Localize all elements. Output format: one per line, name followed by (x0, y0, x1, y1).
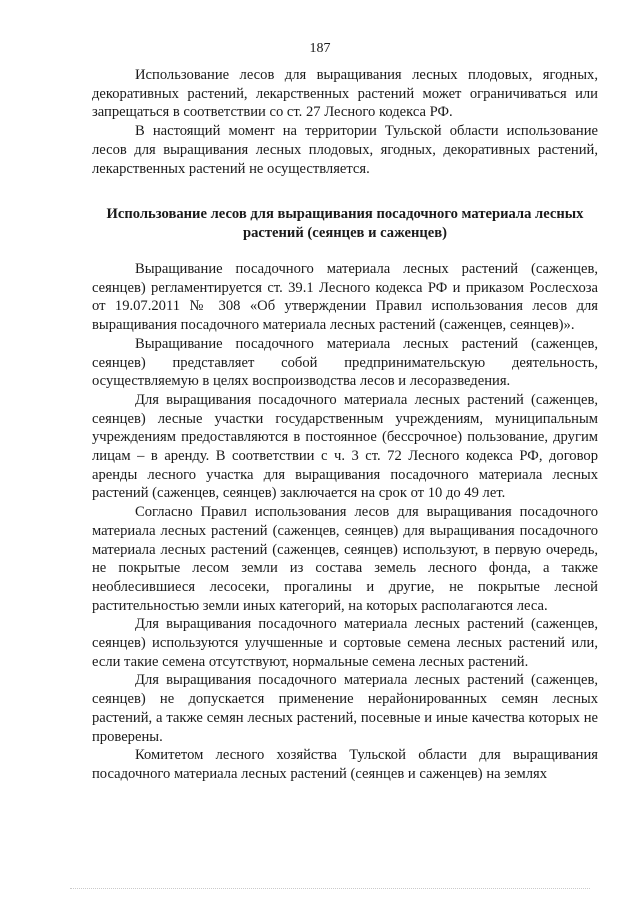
page-number: 187 (309, 41, 331, 56)
paragraph: В настоящий момент на территории Тульской области использование лесов для выращивания лесных плодовых, ягодных, декоративных растений, лекарственных растений не осуществляется. (92, 123, 598, 177)
scan-edge-marks (70, 888, 590, 893)
paragraph: Согласно Правил использования лесов для выращивания посадочного материала лесных растений (саженцев, сеянцев) для выращивания посадочного материала лесных растений (саженцев, сеянцев) используют, в первую очередь, не покрытые лесом земли из состава земель лесного фонда, а также необлесившиеся лесосеки, прогалины и другие, не покрытые лесной растительностью земли иных категорий, на которых располагаются леса. (92, 504, 598, 614)
paragraph: Для выращивания посадочного материала лесных растений (саженцев, сеянцев) не допускается применение нерайонированных семян лесных растений, а также семян лесных растений, посевные и иные качества которых не проверены. (92, 672, 598, 745)
paragraph: Комитетом лесного хозяйства Тульской области для выращивания посадочного материала лесных растений (сеянцев и саженцев) на землях (92, 747, 598, 782)
paragraph: Для выращивания посадочного материала лесных растений (саженцев, сеянцев) используются улучшенные и сортовые семена лесных растений или, если такие семена отсутствуют, нормальные семена лесных растений. (92, 616, 598, 670)
paragraph: Для выращивания посадочного материала лесных растений (саженцев, сеянцев) лесные участки государственным учреждениям, муниципальным учреждениям предоставляются в постоянное (бессрочное) пользование, другим лицам – в аренду. В соответствии с ч. 3 ст. 72 Лесного кодекса РФ, договор аренды лесного участка для выращивания посадочного материала лесных растений (саженцев, сеянцев) заключается на срок от 10 до 49 лет. (92, 391, 598, 502)
paragraph: Выращивание посадочного материала лесных растений (саженцев, сеянцев) регламентируется ст. 39.1 Лесного кодекса РФ и приказом Рослесхоза от 19.07.2011 № 308 «Об утверждении Правил использования лесов для выращивания посадочного материала лесных растений (саженцев, сеянцев)». (92, 261, 598, 334)
top-text-block (92, 66, 598, 178)
section-heading: Использование лесов для выращивания посадочного материала лесных растений (сеянцев и саженцев) (106, 206, 584, 241)
main-text-block (92, 260, 598, 784)
paragraph: Выращивание посадочного материала лесных растений (саженцев, сеянцев) представляет собой предпринимательскую деятельность, осуществляемую в целях воспроизводства лесов и лесоразведения. (92, 335, 598, 390)
paragraph: Использование лесов для выращивания лесных плодовых, ягодных, декоративных растений, лекарственных растений может ограничиваться или запрещаться в соответствии со ст. 27 Лесного кодекса РФ. (92, 67, 598, 121)
